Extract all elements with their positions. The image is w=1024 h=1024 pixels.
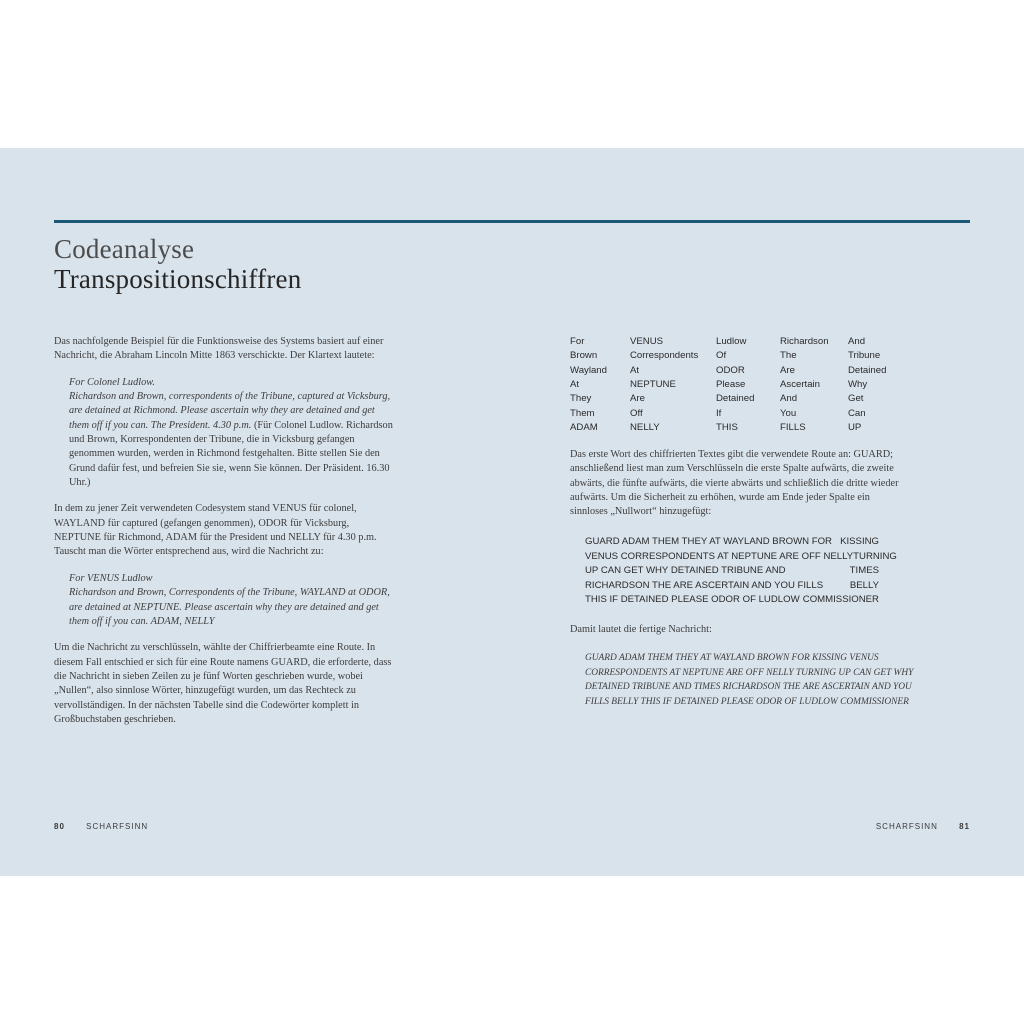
- section-subtitle: Codeanalyse: [54, 234, 195, 264]
- grid-cell: At: [570, 379, 580, 391]
- footer-left: [54, 822, 148, 831]
- grid-cell: Ascertain: [780, 379, 820, 391]
- grid-row: [570, 407, 898, 421]
- final-message: GUARD ADAM THEM THEY AT WAYLAND BROWN FOR KISSING VENUS CORRESPONDENTS AT NEPTUNE ARE OFF NELLY TURNING UP CAN GET WHY DETAINED TRIBUNE AND TIMES RICHARDSON THE ARE ASCERTAIN AND YOU FILLS BELLY THIS IF DETAINED PLEASE ODOR OF LUDLOW COMMISSIONER: [585, 653, 914, 708]
- cipher-null-word: BELLY: [849, 579, 879, 591]
- running-title-left: SCHARFSINN: [86, 822, 149, 831]
- page-title: Transpositionschiffren: [54, 264, 302, 294]
- quote-coded-salutation: For VENUS Ludlow: [69, 572, 153, 584]
- grid-cell: Are: [630, 393, 645, 405]
- cipher-line: [585, 535, 879, 550]
- grid-cell: Ludlow: [716, 336, 747, 347]
- codesystem-paragraph: In dem zu jener Zeit verwendeten Codesystem stand VENUS für colonel, WAYLAND für captured (gefangen genommen), ODOR für Vicksburg, NEPTUNE für Richmond, ADAM für the President und NELLY für 4.30 p.m. Tauscht man die Wörter entsprechend aus, wird die Nachricht zu:: [54, 503, 377, 558]
- grid-cell: Detained: [848, 364, 887, 376]
- cipher-block: [585, 535, 897, 608]
- grid-cell: Brown: [570, 350, 598, 362]
- cipher-text: GUARD ADAM THEM THEY AT WAYLAND BROWN FOR: [585, 536, 832, 547]
- quote-german: (Für Colonel Ludlow. Richardson und Brown, Korrespondenten der Tribune, die in Vicksburg gefangen genommen wurden, werden in Richmond festgehalten. Bitte stellen Sie den Grund dafür fest, und befreien Sie sie, wenn Sie können. Der Präsident. 16.30 Uhr.): [69, 419, 393, 489]
- grid-cell: And: [780, 393, 798, 405]
- quote-salutation: For Colonel Ludlow.: [69, 376, 155, 388]
- grid-cell: For: [570, 336, 585, 347]
- grid-cell: They: [570, 393, 592, 405]
- route-paragraph: Um die Nachricht zu verschlüsseln, wählte der Chiffrierbeamte eine Route. In diesem Fall entschied er sich für eine Route namens GUARD, die erforderte, dass die Nachricht in sieben Zeilen zu je fünf Worten geschrieben wurde, wobei „Nullen“, also sinnlose Wörter, hinzugefügt wurden, um das Rechteck zu vervollständigen. In der nächsten Tabelle sind die Codewörter komplett in Großbuchstaben geschrieben.: [54, 642, 392, 725]
- intro-paragraph: Das nachfolgende Beispiel für die Funktionsweise des Systems basiert auf einer Nachricht, die Abraham Lincoln Mitte 1863 verschickte. Der Klartext lautete:: [54, 336, 384, 362]
- grid-cell: VENUS: [630, 336, 664, 347]
- route-explanation: [570, 448, 910, 520]
- grid-cell: And: [848, 336, 866, 347]
- grid-cell: Are: [780, 364, 795, 376]
- grid-cell: Richardson: [780, 336, 829, 347]
- grid-row: [570, 392, 898, 406]
- grid-cell: FILLS: [780, 422, 806, 434]
- grid-cell: Detained: [716, 393, 755, 405]
- grid-cell: Correspondents: [630, 350, 699, 362]
- grid-cell: NELLY: [630, 422, 660, 434]
- grid-cell: THIS: [716, 422, 738, 434]
- grid-cell: Please: [716, 379, 746, 391]
- grid-cell: Can: [848, 407, 866, 419]
- cipher-null-word: COMMISSIONER: [802, 594, 879, 606]
- grid-cell: NEPTUNE: [630, 379, 676, 391]
- grid-cell: Why: [848, 379, 868, 391]
- grid-row: [570, 421, 898, 435]
- cipher-null-word: KISSING: [840, 536, 879, 547]
- grid-cell: The: [780, 350, 797, 362]
- left-column: [54, 335, 394, 727]
- grid-cell: At: [630, 364, 640, 376]
- cipher-text: UP CAN GET WHY DETAINED TRIBUNE AND: [585, 565, 786, 577]
- page-number-left: 80: [54, 822, 65, 831]
- grid-cell: If: [716, 407, 722, 419]
- cipher-text: VENUS CORRESPONDENTS AT NEPTUNE ARE OFF NELLY: [585, 550, 854, 562]
- grid-cell: Them: [570, 407, 595, 419]
- grid-row: [570, 349, 898, 363]
- cipher-text: THIS IF DETAINED PLEASE ODOR OF LUDLOW: [585, 594, 800, 606]
- cipher-line: [585, 593, 879, 608]
- cipher-null-word: TURNING: [853, 550, 897, 562]
- cipher-line: [585, 564, 879, 579]
- footer-right: [876, 822, 970, 831]
- quote-english: Richardson and Brown, correspondents of the Tribune, captured at Vicksburg, are detained at Richmond. Please ascertain why they are detained and get them off if you can. The President. 4.30 p.m.: [69, 391, 391, 431]
- grid-cell: You: [780, 407, 797, 419]
- grid-cell: Wayland: [570, 364, 607, 376]
- grid-cell: ODOR: [716, 364, 745, 376]
- grid-cell: Off: [630, 407, 643, 419]
- page-number-right: 81: [959, 822, 970, 831]
- code-grid: [570, 335, 898, 435]
- grid-cell: UP: [848, 422, 862, 434]
- grid-row: [570, 378, 898, 392]
- grid-cell: ADAM: [570, 422, 598, 434]
- final-intro: [570, 623, 910, 637]
- quote-original: [54, 376, 394, 491]
- running-title-right: SCHARFSINN: [875, 822, 938, 831]
- grid-row: [570, 335, 898, 349]
- quote-coded: [54, 572, 394, 629]
- cipher-null-word: TIMES: [849, 565, 879, 577]
- grid-cell: Tribune: [848, 350, 881, 362]
- grid-row: [570, 364, 898, 378]
- book-spread: [0, 148, 1024, 876]
- route-explanation-paragraph: Das erste Wort des chiffrierten Textes gibt die verwendete Route an: GUARD; anschließend liest man zum Verschlüsseln die erste Spalte aufwärts, die zweite abwärts, die fünfte aufwärts, die vierte abwärts und schließlich die dritte wieder aufwärts. Um die Sicherheit zu erhöhen, wurde am Ende jeder Spalte ein sinnloses „Nullwort“ hinzugefügt:: [570, 449, 899, 518]
- quote-body: [69, 390, 394, 490]
- grid-cell: Of: [716, 350, 727, 362]
- header-rule: [54, 220, 970, 223]
- quote-coded-body: Richardson and Brown, Correspondents of the Tribune, WAYLAND at ODOR, are detained at NEPTUNE. Please ascertain why they are detained and get them off if you can. ADAM, NELLY: [69, 587, 390, 627]
- final-intro-text: Damit lautet die fertige Nachricht:: [570, 624, 712, 635]
- grid-cell: Get: [848, 393, 864, 405]
- cipher-line: [585, 550, 897, 565]
- cipher-line: [585, 579, 879, 594]
- cipher-text: RICHARDSON THE ARE ASCERTAIN AND YOU FILLS: [585, 579, 824, 591]
